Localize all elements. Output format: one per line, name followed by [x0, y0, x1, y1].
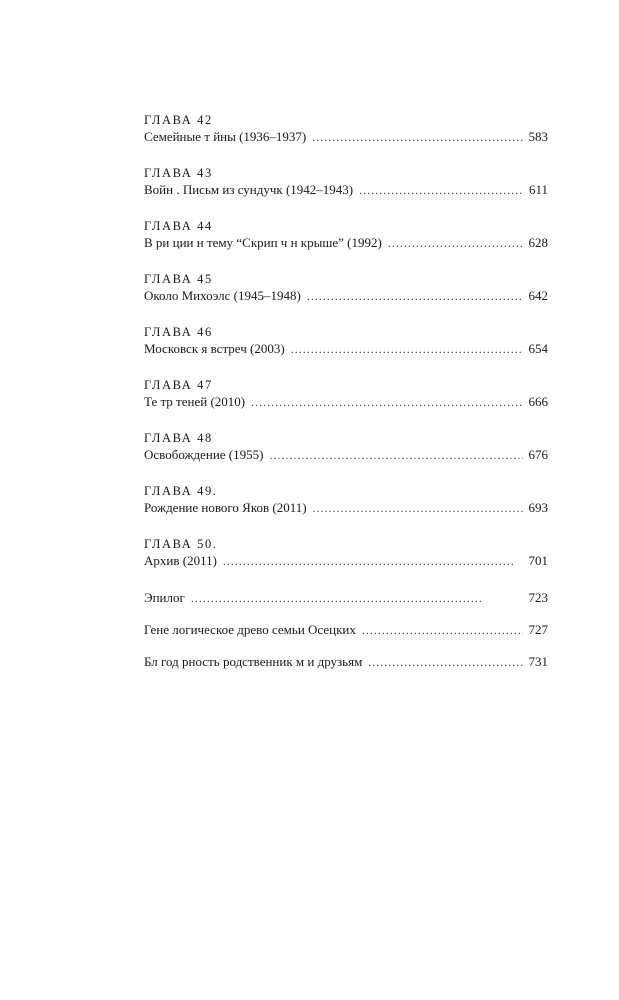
- page-number: 693: [528, 500, 548, 515]
- chapter-label: ГЛАВА 44: [144, 219, 213, 233]
- chapter-label: ГЛАВА 42: [144, 113, 213, 127]
- toc-chapter-46: [144, 324, 548, 358]
- page-number: 611: [528, 182, 548, 197]
- dot-leader: [291, 340, 523, 358]
- toc-chapter-42: [144, 112, 548, 146]
- toc-entry: [144, 552, 548, 570]
- section-title: Бл год рность родственник м и друзьям: [144, 654, 363, 669]
- dot-leader: [307, 287, 523, 305]
- dot-leader: [359, 181, 523, 199]
- dot-leader: [223, 552, 523, 570]
- page-number: 628: [528, 235, 548, 250]
- chapter-title: В ри ции н тему “Скрип ч н крыше” (1992): [144, 235, 382, 250]
- dot-leader: [251, 393, 522, 411]
- toc-chapter-48: [144, 430, 548, 464]
- page-number: 701: [528, 553, 548, 568]
- page-number: 727: [528, 622, 548, 637]
- chapter-title: Архив (2011): [144, 553, 217, 568]
- dot-leader: [368, 653, 522, 671]
- page-number: 731: [528, 654, 548, 669]
- chapter-label: ГЛАВА 46: [144, 325, 213, 339]
- chapter-title: Войн . Письм из сундучк (1942–1943): [144, 182, 354, 197]
- chapter-title: Семейные т йны (1936–1937): [144, 129, 307, 144]
- toc-entry: [144, 287, 548, 305]
- page-number: 642: [528, 288, 548, 303]
- dot-leader: [191, 589, 523, 607]
- page-number: 583: [528, 129, 548, 144]
- toc-entry: [144, 181, 548, 199]
- dot-leader: [388, 234, 523, 252]
- toc-entry: [144, 393, 548, 411]
- page-number: 666: [528, 394, 548, 409]
- toc-chapter-49: [144, 483, 548, 517]
- dot-leader: [269, 446, 522, 464]
- toc-entry-family-tree: [144, 621, 548, 639]
- table-of-contents: [144, 112, 548, 685]
- dot-leader: [313, 499, 523, 517]
- chapter-title: Те тр теней (2010): [144, 394, 246, 409]
- page-number: 676: [528, 447, 548, 462]
- toc-entry: [144, 340, 548, 358]
- chapter-title: Освобождение (1955): [144, 447, 264, 462]
- toc-chapter-45: [144, 271, 548, 305]
- toc-entry: [144, 128, 548, 146]
- chapter-label: ГЛАВА 43: [144, 166, 213, 180]
- section-title: Гене логическое древо семьи Осецких: [144, 622, 356, 637]
- chapter-label: ГЛАВА 49.: [144, 484, 218, 498]
- toc-entry: [144, 446, 548, 464]
- page-number: 723: [528, 590, 548, 605]
- chapter-title: Московск я встреч (2003): [144, 341, 285, 356]
- chapter-label: ГЛАВА 48: [144, 431, 213, 445]
- toc-chapter-50: [144, 536, 548, 570]
- toc-entry: [144, 234, 548, 252]
- toc-entry-epilogue: [144, 589, 548, 607]
- toc-chapter-44: [144, 218, 548, 252]
- toc-chapter-43: [144, 165, 548, 199]
- toc-entry-acknowledgements: [144, 653, 548, 671]
- section-title: Эпилог: [144, 590, 185, 605]
- chapter-label: ГЛАВА 45: [144, 272, 213, 286]
- chapter-title: Около Михоэлс (1945–1948): [144, 288, 301, 303]
- page-number: 654: [528, 341, 548, 356]
- toc-entry: [144, 499, 548, 517]
- chapter-label: ГЛАВА 47: [144, 378, 213, 392]
- dot-leader: [312, 128, 522, 146]
- toc-chapter-47: [144, 377, 548, 411]
- chapter-label: ГЛАВА 50.: [144, 537, 218, 551]
- chapter-title: Рождение нового Яков (2011): [144, 500, 307, 515]
- dot-leader: [362, 621, 523, 639]
